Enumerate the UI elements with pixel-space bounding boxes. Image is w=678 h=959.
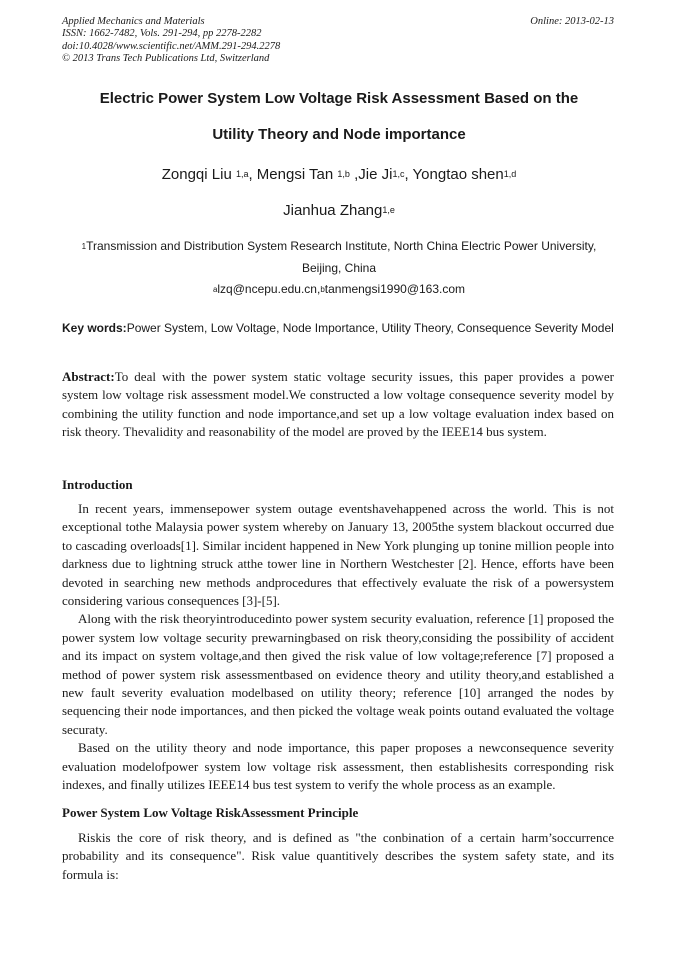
author-name: , Yongtao shen xyxy=(404,166,504,183)
email-line xyxy=(62,279,616,301)
author-sup: 1,e xyxy=(382,205,395,215)
author-sup: 1,c xyxy=(392,169,405,179)
paragraph: Based on the utility theory and node importance, this paper proposes a newconsequence severity evaluation modelofpower system low voltage risk assessment, then establishesits corresponding risk indexes, and finally utilizes IEEE14 bus test system to verify the whole process as an example. xyxy=(62,740,614,793)
principle-body xyxy=(62,829,614,884)
email-sup: b xyxy=(320,285,325,294)
author-name: , Mengsi Tan xyxy=(248,166,338,183)
journal-name: Applied Mechanics and Materials xyxy=(62,16,205,27)
author-name: Jianhua Zhang xyxy=(283,202,383,219)
author-sup: 1,a xyxy=(235,169,249,179)
copyright-line: © 2013 Trans Tech Publications Ltd, Switzerland xyxy=(62,53,270,65)
paragraph: Along with the risk theoryintroducedinto power system security evaluation, reference [1] proposed the power system low voltage security prewarningbased on risk theory,considing the possibility of accident and its impact on system voltage,and then gived the risk value of low voltage;reference [7] proposed a method of power system risk assessmentbased on evidence theory and utility theory,and established a new fault severity evaluation modelbased on utility theory; reference [10] arranged the nodes by sequencing their node importances, and then picked the voltage weak points outand evaluated the voltage securaty. xyxy=(62,611,614,737)
issn-line: ISSN: 1662-7482, Vols. 291-294, pp 2278-2282 xyxy=(62,28,262,40)
paper-title-line-2: Utility Theory and Node importance xyxy=(212,126,466,143)
introduction-body xyxy=(62,500,614,795)
author-list-line-2 xyxy=(40,202,638,219)
keywords-text: Power System, Low Voltage, Node Importance, Utility Theory, Consequence Severity Model xyxy=(126,321,614,335)
abstract xyxy=(62,368,614,442)
affiliation-sup: 1 xyxy=(81,242,87,251)
journal-header xyxy=(62,16,280,66)
paragraph: Riskis the core of risk theory, and is defined as "the conbination of a certain harm’soccurrence probability and its consequence". Risk value quantitively describes the system safety state, and its formula is: xyxy=(62,830,614,882)
author-list xyxy=(40,166,638,183)
author-name: ,Jie Ji xyxy=(349,166,393,183)
author-sup: 1,b xyxy=(337,169,350,179)
keywords xyxy=(62,319,614,337)
affiliation xyxy=(62,236,616,278)
author-sup: 1,d xyxy=(503,169,517,179)
paragraph: In recent years, immensepower system outage eventshavehappened across the world. This is not exceptional tothe Malaysia power system whereby on January 13, 2005the system blackout occurred due to cascading overloads[1]. Similar incident happened in New York plunging up tonine million people into darkness due to lightning struck atthe tower line in Northern Westchester [2]. Hence, efforts have been devoted in searching new methods andprocedures that effectively evaluate the risk of a powersystem considering various consequences [3]-[5]. xyxy=(62,501,614,609)
affiliation-text: Transmission and Distribution System Research Institute, North China Electric Power University, Beijing, China xyxy=(86,239,597,275)
email-a: lzq@ncepu.edu.cn, xyxy=(217,282,321,296)
online-date: Online: 2013-02-13 xyxy=(530,16,614,27)
author-name: Zongqi Liu xyxy=(161,166,236,183)
section-heading-introduction: Introduction xyxy=(62,477,133,492)
email-sup: a xyxy=(212,285,218,294)
doi-line: doi:10.4028/www.scientific.net/AMM.291-294.2278 xyxy=(62,40,281,52)
email-b: tanmengsi1990@163.com xyxy=(324,282,466,296)
keywords-label: Key words: xyxy=(62,321,127,335)
abstract-text: To deal with the power system static voltage security issues, this paper provides a power system low voltage risk assessment model.We constructed a low voltage consequence severity model by combining the utility function and node importance,and set up a low voltage evaluation index based on risk theory. Thevalidity and reasonability of the model are proved by the IEEE14 bus system. xyxy=(62,369,614,440)
paper-title-line-1: Electric Power System Low Voltage Risk Assessment Based on the xyxy=(99,90,579,107)
section-heading-principle: Power System Low Voltage RiskAssessment Principle xyxy=(62,805,359,820)
abstract-label: Abstract: xyxy=(62,369,115,384)
